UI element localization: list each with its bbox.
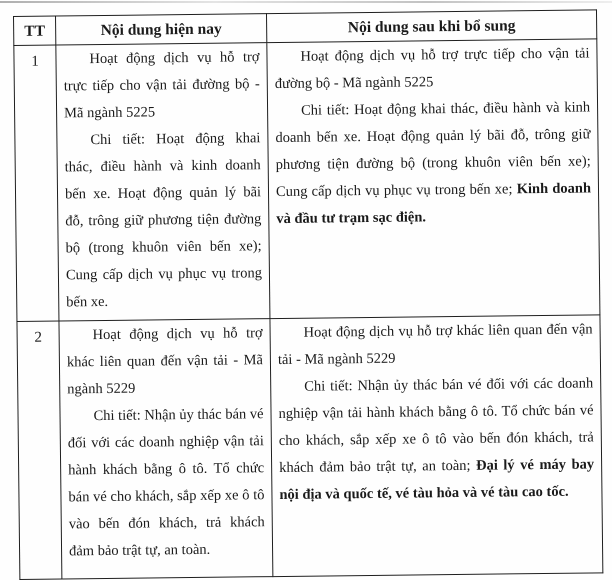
cell-current-content: [59, 319, 273, 579]
content-comparison-table: [13, 9, 603, 580]
comparison-table-container: [13, 9, 602, 580]
cell-updated-content: [267, 39, 600, 319]
scan-artifact-line: [0, 1, 612, 3]
body-text: Chi tiết: Nhận ủy thác bán vé đối với các doanh nghiệp vận tải hành khách bằng ô tô. Tổ chức bán vé cho khách, sắp xếp xe ô tô vào bến đón khách, trả khách đảm bảo trật tự, an toàn;: [278, 375, 594, 477]
paragraph: [275, 94, 592, 233]
body-text: Hoạt động dịch vụ hỗ trợ trực tiếp cho vận tải đường bộ - Mã ngành 5225: [63, 49, 260, 122]
body-text: Hoạt động dịch vụ hỗ trợ khác liên quan đến vận tải - Mã ngành 5229: [277, 321, 593, 369]
body-text: Chi tiết: Hoạt động khai thác, điều hành và kinh doanh bến xe. Hoạt động quản lý bãi đỗ, trông giữ phương tiện đường bộ (trong khuôn viên bến xe); Cung cấp dịch vụ phục vụ trong bến xe.: [64, 130, 263, 311]
row-number-cell: 2: [17, 321, 62, 579]
body-text: Chi tiết: Hoạt động khai thác, điều hành và kinh doanh bến xe. Hoạt động quản lý bãi đỗ, trông giữ phương tiện đường bộ (trong khuôn viên bến xe); Cung cấp dịch vụ phục vụ trong bến xe;: [275, 99, 591, 201]
column-header-current-content: Nội dung hiện nay: [56, 14, 267, 45]
body-text: Chi tiết: Nhận ủy thác bán vé đối với các doanh nghiệp vận tải hành khách bằng ô tô. Tổ chức bán vé cho khách, sắp xếp xe ô tô vào bến đón khách, trả khách đảm bảo trật tự, an toàn.: [67, 406, 265, 560]
added-content-text: Kinh doanh và đầu tư trạm sạc điện.: [276, 180, 592, 228]
table-body: [14, 39, 603, 580]
row-number-cell: 1: [14, 45, 59, 321]
paragraph: [63, 44, 260, 127]
paragraph: [278, 370, 595, 509]
paragraph: [67, 401, 265, 565]
added-content-text: Đại lý vé máy bay nội địa và quốc tế, vé tàu hỏa và vé tàu cao tốc.: [279, 456, 595, 504]
paragraph: [64, 125, 262, 316]
paragraph: [274, 40, 590, 98]
body-text: Hoạt động dịch vụ hỗ trợ khác liên quan đến vận tải - Mã ngành 5229: [66, 325, 264, 398]
table-row: [14, 39, 600, 322]
column-header-tt: TT: [14, 16, 56, 45]
paragraph: [277, 316, 593, 374]
column-header-updated-content: Nội dung sau khi bổ sung: [266, 10, 596, 43]
cell-updated-content: [270, 315, 603, 577]
cell-current-content: [56, 43, 270, 321]
paragraph: [66, 320, 263, 403]
table-row: [17, 315, 603, 580]
body-text: Hoạt động dịch vụ hỗ trợ trực tiếp cho vận tải đường bộ - Mã ngành 5225: [274, 45, 590, 93]
